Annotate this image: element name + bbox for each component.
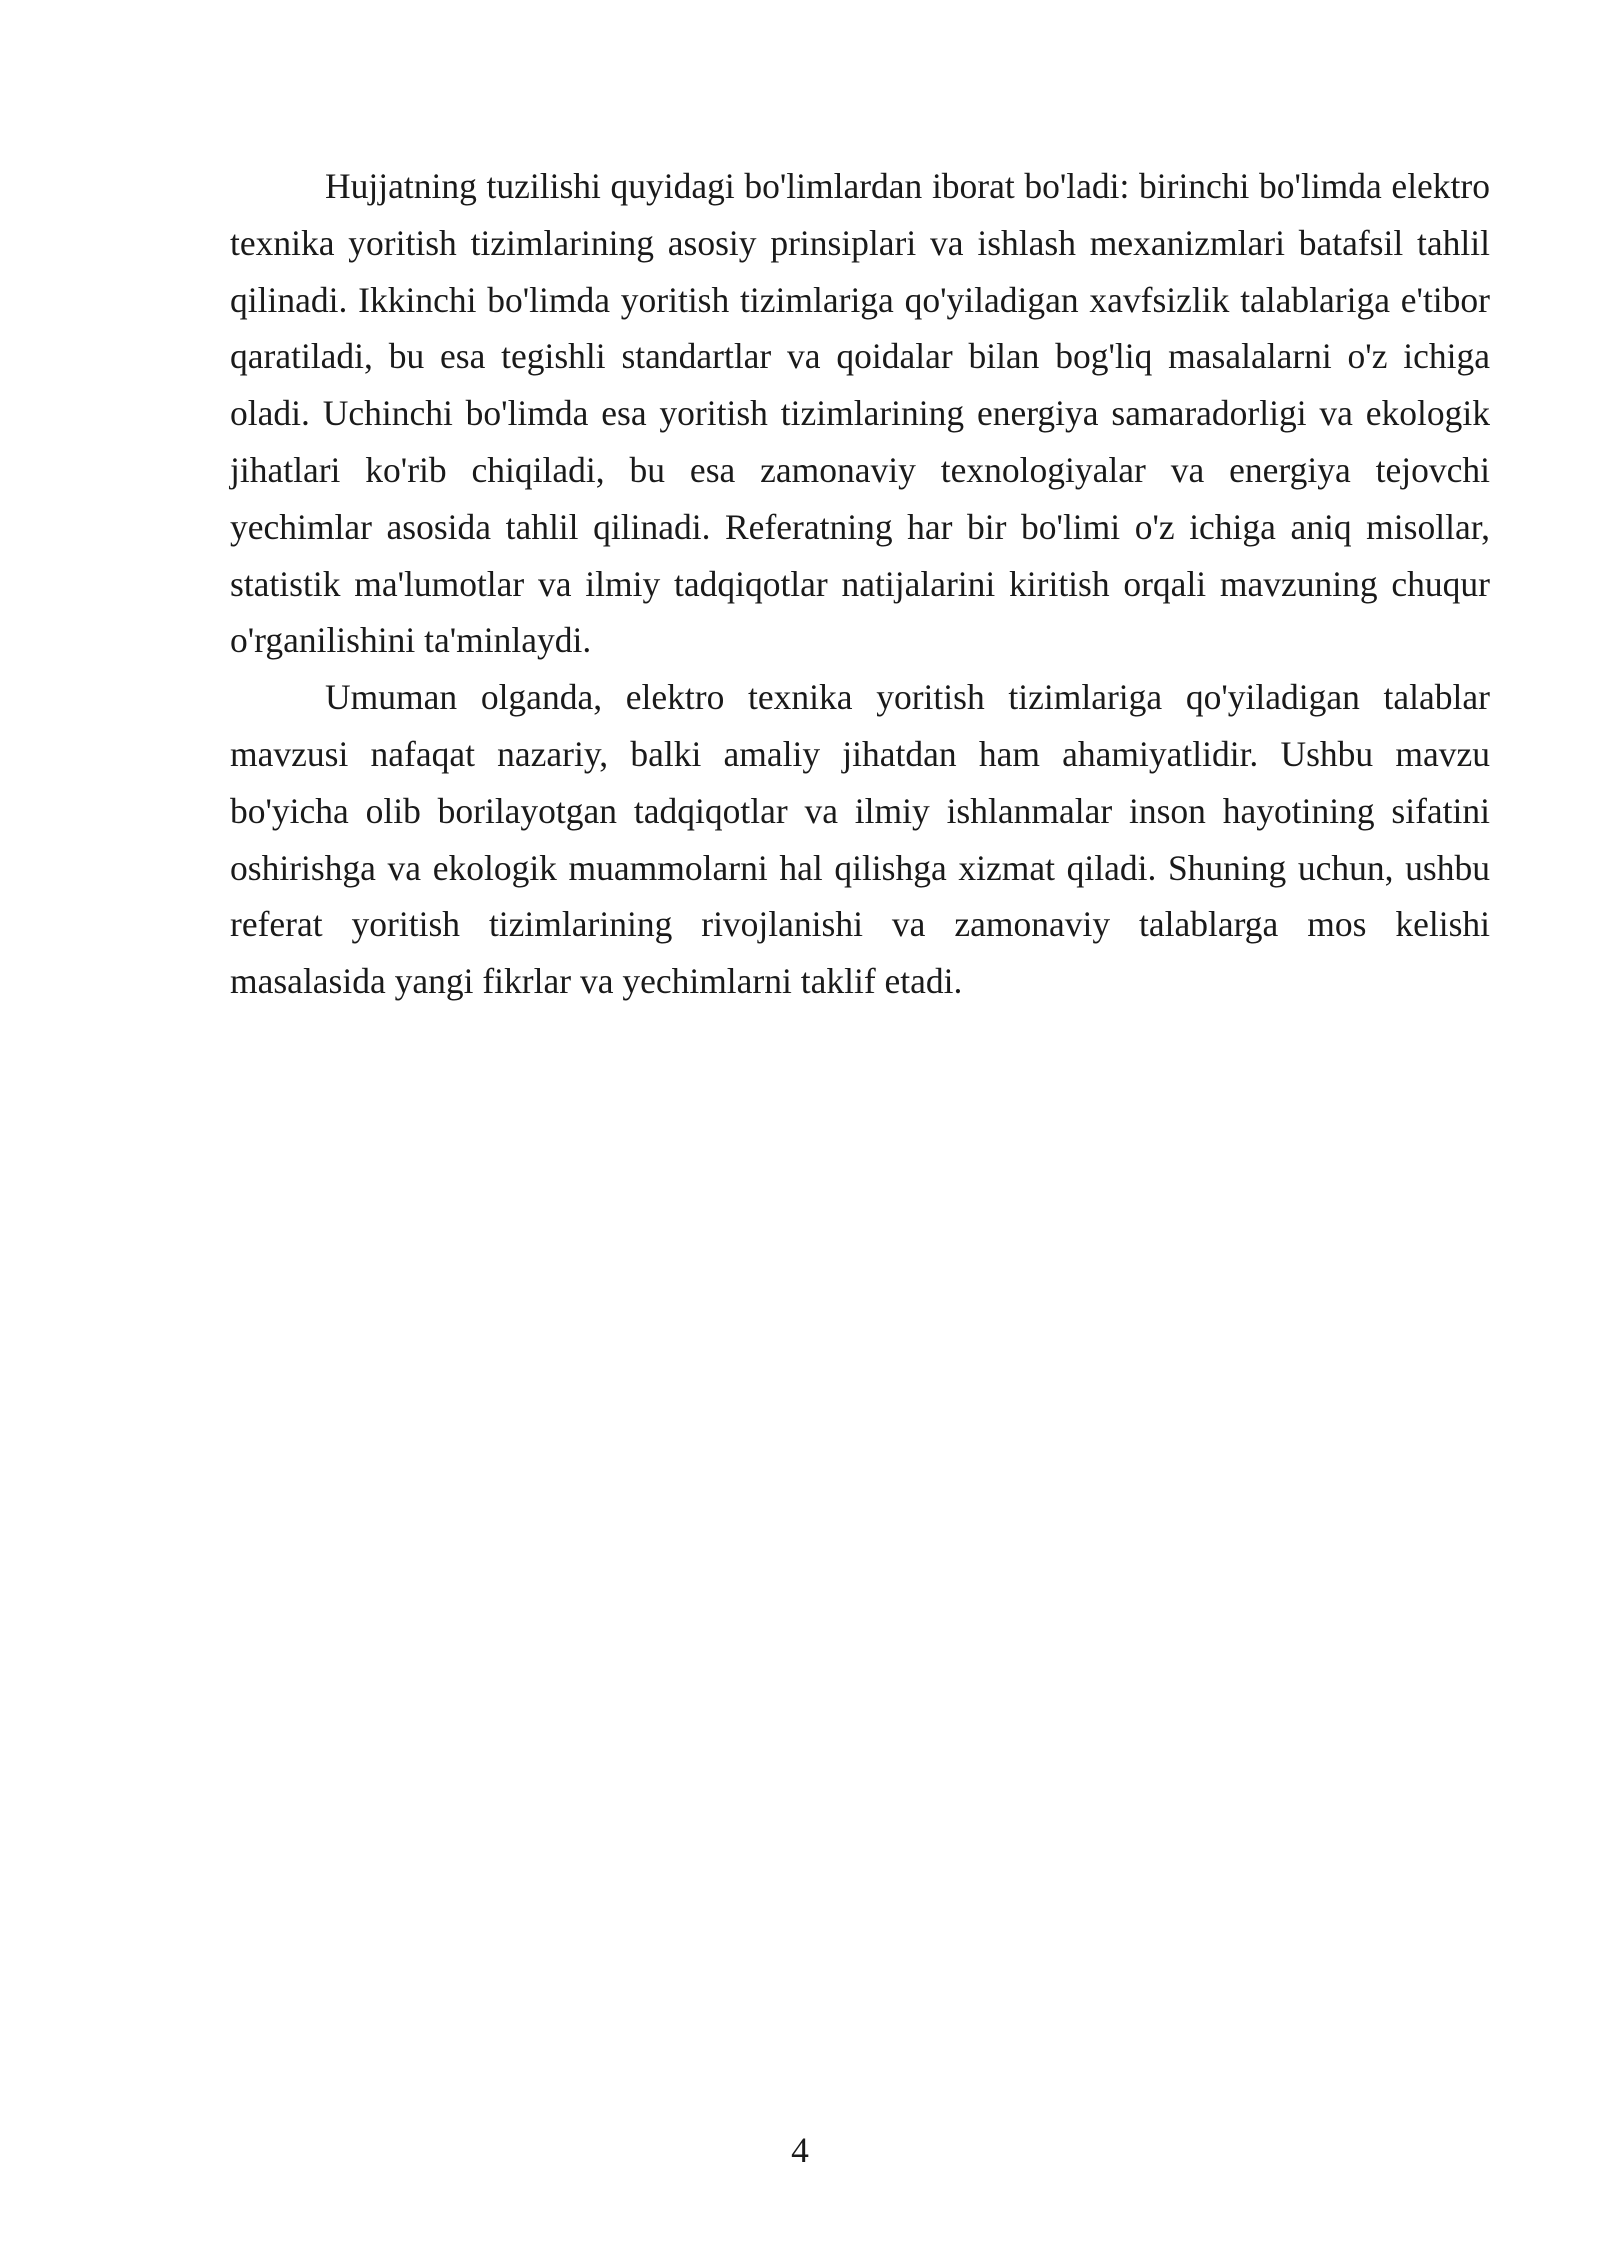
paragraph-conclusion: Umuman olganda, elektro texnika yoritish tizimlariga qo'yiladigan talablar mavzusi nafaqat nazariy, balki amaliy jihatdan ham ahamiyatlidir. Ushbu mavzu bo'yicha olib borilayotgan tadqiqotlar va ilmiy ishlanmalar inson hayotining sifatini oshirishga va ekologik muammolarni hal qilishga xizmat qiladi. Shuning uchun, ushbu referat yoritish tizimlarining rivojlanishi va zamonaviy talablarga mos kelishi masalasida yangi fikrlar va yechimlarni taklif etadi.	[230, 677, 1490, 1002]
body-text	[230, 158, 1490, 1010]
paragraph-structure: Hujjatning tuzilishi quyidagi bo'limlardan iborat bo'ladi: birinchi bo'limda elektro texnika yoritish tizimlarining asosiy prinsiplari va ishlash mexanizmlari batafsil tahlil qilinadi. Ikkinchi bo'limda yoritish tizimlariga qo'yiladigan xavfsizlik talablariga e'tibor qaratiladi, bu esa tegishli standartlar va qoidalar bilan bog'liq masalalarni o'z ichiga oladi. Uchinchi bo'limda esa yoritish tizimlarining energiya samaradorligi va ekologik jihatlari ko'rib chiqiladi, bu esa zamonaviy texnologiyalar va energiya tejovchi yechimlar asosida tahlil qilinadi. Referatning har bir bo'limi o'z ichiga aniq misollar, statistik ma'lumotlar va ilmiy tadqiqotlar natijalarini kiritish orqali mavzuning chuqur o'rganilishini ta'minlaydi.	[230, 166, 1490, 661]
page-number: 4	[791, 2130, 809, 2170]
